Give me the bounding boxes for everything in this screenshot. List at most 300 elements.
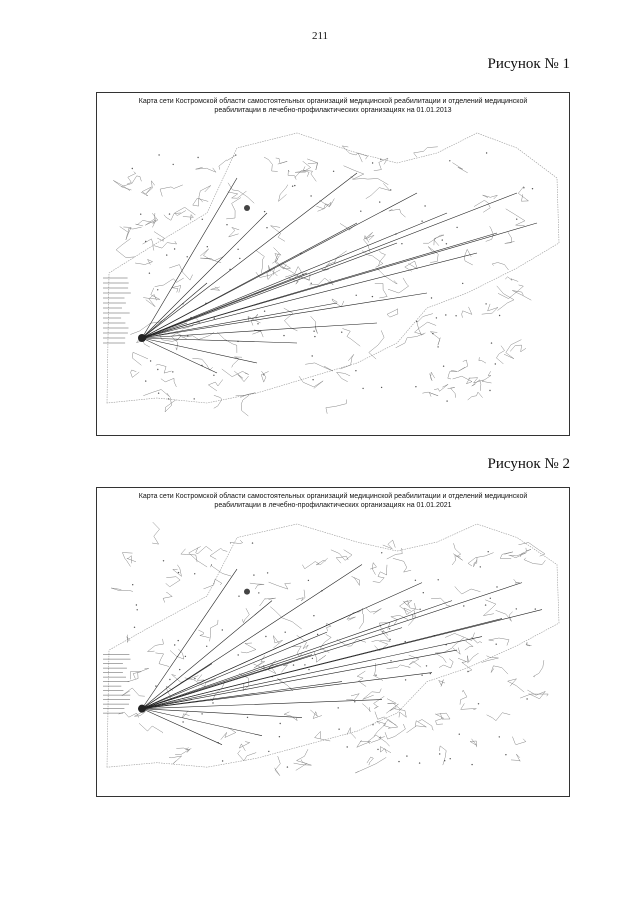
settlement-mark	[182, 721, 183, 722]
road	[472, 380, 481, 391]
settlement-mark	[338, 729, 339, 730]
road	[260, 598, 276, 606]
road	[533, 660, 544, 677]
road	[489, 638, 509, 646]
road	[395, 709, 407, 718]
road	[305, 363, 333, 371]
road	[211, 287, 220, 290]
settlement-mark	[201, 713, 202, 714]
road	[508, 679, 525, 692]
settlement-mark	[238, 654, 239, 655]
settlement-mark	[382, 631, 383, 632]
road	[175, 207, 196, 215]
road	[482, 304, 498, 314]
road	[369, 330, 384, 359]
road	[453, 376, 472, 384]
connection-line	[142, 338, 257, 363]
road	[414, 147, 438, 157]
settlement-mark	[438, 579, 439, 580]
connection-line	[142, 213, 447, 338]
road	[375, 284, 387, 299]
settlement-mark	[462, 283, 463, 284]
road	[132, 352, 148, 365]
settlement-mark	[158, 154, 159, 155]
page-number: 211	[311, 30, 329, 42]
secondary-hub-mark	[244, 205, 250, 211]
road	[423, 238, 439, 245]
road	[359, 608, 364, 629]
road	[288, 170, 296, 180]
road	[234, 371, 248, 382]
settlement-mark	[516, 608, 517, 609]
road	[198, 630, 209, 638]
road	[279, 185, 288, 202]
road	[222, 369, 249, 377]
road	[148, 639, 164, 652]
road	[253, 664, 272, 671]
road	[418, 720, 433, 731]
settlement-mark	[155, 685, 156, 686]
settlement-mark	[279, 736, 280, 737]
road	[230, 540, 243, 544]
settlement-mark	[355, 370, 356, 371]
road	[182, 332, 214, 339]
settlement-mark	[488, 551, 489, 552]
settlement-mark	[263, 374, 264, 375]
settlement-mark	[499, 736, 500, 737]
road-network	[111, 522, 548, 776]
settlement-mark	[314, 336, 315, 337]
settlement-mark	[157, 369, 158, 370]
connection-line	[142, 601, 452, 709]
settlement-mark	[416, 321, 417, 322]
road	[116, 239, 134, 258]
connection-line	[142, 338, 217, 373]
road	[479, 357, 486, 363]
settlement-mark	[431, 297, 432, 298]
road	[509, 553, 527, 558]
settlement-mark	[341, 332, 342, 333]
road	[228, 191, 247, 198]
road	[352, 576, 360, 585]
settlement-mark	[194, 573, 195, 574]
settlement-mark	[432, 333, 433, 334]
road	[192, 358, 212, 370]
road	[373, 577, 384, 583]
road	[497, 286, 514, 311]
settlement-mark	[486, 152, 487, 153]
road	[238, 750, 257, 761]
road	[483, 195, 498, 199]
road	[135, 259, 153, 264]
road	[504, 340, 521, 359]
settlement-mark	[455, 315, 456, 316]
settlement-mark	[280, 723, 281, 724]
road	[269, 582, 291, 589]
settlement-mark	[444, 760, 445, 761]
settlement-mark	[140, 214, 141, 215]
settlement-mark	[490, 598, 491, 599]
settlement-mark	[308, 669, 309, 670]
settlement-mark	[401, 243, 402, 244]
road	[386, 704, 398, 713]
road	[526, 642, 532, 646]
road	[468, 553, 494, 566]
figure-2-map	[96, 487, 570, 797]
settlement-mark	[150, 360, 151, 361]
road	[347, 612, 361, 621]
settlement-mark	[372, 162, 373, 163]
settlement-mark	[389, 639, 390, 640]
settlement-mark	[426, 665, 427, 666]
settlement-mark	[157, 289, 158, 290]
road	[181, 549, 197, 562]
road	[448, 370, 458, 379]
figure-2-title-line-2: реабилитации в лечебно-профилактических организациях на 01.01.2021	[214, 502, 452, 509]
road	[294, 760, 312, 766]
road	[378, 565, 387, 577]
road	[519, 543, 546, 557]
road	[284, 712, 297, 721]
road	[448, 387, 456, 397]
road	[154, 241, 176, 248]
road	[156, 364, 172, 373]
settlement-mark	[424, 205, 425, 206]
road	[250, 583, 264, 589]
central-hub-mark	[138, 705, 146, 713]
road	[387, 309, 398, 318]
road	[439, 746, 446, 765]
road	[505, 232, 515, 243]
road	[161, 378, 177, 387]
settlement-mark	[405, 641, 406, 642]
connection-line	[142, 709, 262, 736]
settlement-mark	[390, 189, 391, 190]
settlement-mark	[499, 315, 500, 316]
settlement-mark	[239, 258, 240, 259]
settlement-mark	[496, 644, 497, 645]
road	[208, 380, 222, 391]
settlement-mark	[226, 224, 227, 225]
road	[472, 637, 483, 643]
road	[189, 547, 207, 568]
settlement-mark	[471, 764, 472, 765]
road	[358, 153, 368, 162]
settlement-mark	[463, 605, 464, 606]
figure-2-map-title	[107, 492, 559, 510]
road	[337, 372, 351, 381]
road	[366, 608, 381, 614]
road	[155, 653, 169, 667]
road	[152, 522, 159, 544]
road	[196, 546, 213, 554]
road	[366, 183, 390, 198]
settlement-mark	[338, 707, 339, 708]
settlement-mark	[174, 644, 175, 645]
figure-2-map-drawing	[97, 488, 569, 796]
settlement-mark	[523, 187, 524, 188]
settlement-mark	[390, 660, 391, 661]
connection-line	[142, 709, 222, 745]
settlement-mark	[485, 303, 486, 304]
settlement-mark	[257, 323, 258, 324]
settlement-mark	[467, 671, 468, 672]
road	[127, 556, 136, 564]
road	[458, 360, 467, 371]
road	[172, 286, 181, 293]
settlement-mark	[268, 751, 269, 752]
central-hub-mark	[138, 334, 146, 342]
road	[458, 658, 472, 672]
road	[465, 641, 473, 650]
settlement-mark	[489, 390, 490, 391]
settlement-mark	[375, 675, 376, 676]
road	[482, 371, 491, 383]
settlement-mark	[398, 761, 399, 762]
settlement-mark	[252, 542, 253, 543]
road	[302, 558, 327, 569]
connection-line	[142, 565, 362, 709]
road	[331, 550, 352, 561]
settlement-mark	[415, 386, 416, 387]
road	[199, 186, 211, 203]
road	[123, 227, 131, 240]
road	[434, 384, 448, 391]
road	[217, 332, 237, 353]
road	[228, 183, 254, 203]
settlement-mark	[312, 658, 313, 659]
road	[127, 172, 136, 184]
settlement-mark	[235, 154, 236, 155]
settlement-mark	[267, 572, 268, 573]
road	[387, 699, 401, 710]
settlement-mark	[185, 656, 186, 657]
settlement-mark	[258, 592, 259, 593]
settlement-mark	[294, 185, 295, 186]
settlement-mark	[406, 755, 407, 756]
left-label-column	[103, 278, 131, 343]
settlement-mark	[137, 609, 138, 610]
road	[310, 710, 322, 719]
road	[332, 299, 344, 307]
settlement-mark	[312, 379, 313, 380]
road	[512, 737, 525, 745]
road	[160, 185, 183, 197]
settlement-mark	[485, 604, 486, 605]
road	[452, 554, 463, 565]
settlement-mark	[313, 615, 314, 616]
settlement-mark	[197, 157, 198, 158]
road	[396, 333, 426, 348]
settlement-mark	[362, 388, 363, 389]
road	[113, 180, 131, 190]
settlement-mark	[212, 702, 213, 703]
road	[176, 748, 189, 750]
road	[183, 215, 194, 221]
road	[400, 601, 419, 613]
road	[524, 558, 545, 565]
settlement-mark	[445, 314, 446, 315]
road	[122, 553, 132, 567]
road	[362, 704, 370, 712]
road	[511, 754, 520, 761]
settlement-mark	[496, 586, 497, 587]
figure-1-title-line-1: Карта сети Костромской области самостоятельных организаций медицинской реабилитации и отделений медицинской	[138, 98, 528, 105]
road	[374, 721, 386, 736]
road	[173, 565, 182, 577]
road	[430, 372, 435, 381]
road	[380, 747, 391, 754]
settlement-mark	[304, 664, 305, 665]
settlement-mark	[380, 159, 381, 160]
connection-line	[142, 323, 377, 338]
settlement-mark	[132, 168, 133, 169]
road	[483, 600, 496, 616]
rehab-connection-lines	[142, 173, 537, 373]
settlement-mark	[132, 584, 133, 585]
settlement-mark	[178, 572, 179, 573]
road	[482, 656, 499, 663]
settlement-mark	[478, 703, 479, 704]
road	[387, 548, 402, 559]
road	[439, 659, 453, 668]
road	[303, 167, 316, 182]
road	[518, 186, 528, 201]
connection-line	[142, 243, 397, 338]
settlement-mark	[172, 371, 173, 372]
settlement-mark	[237, 249, 238, 250]
road	[241, 643, 256, 653]
settlement-mark	[169, 679, 170, 680]
figure-2-title-line-1: Карта сети Костромской области самостоятельных организаций медицинской реабилитации и отделений медицинской	[138, 493, 528, 500]
settlement-mark	[317, 634, 318, 635]
road	[340, 354, 354, 369]
road	[292, 646, 302, 656]
figure-2-caption: Рисунок № 2	[487, 456, 570, 472]
road	[487, 713, 511, 721]
settlement-mark	[450, 758, 451, 759]
road	[143, 390, 169, 397]
settlement-mark	[266, 227, 267, 228]
road	[452, 163, 467, 173]
figure-1-map	[96, 92, 570, 436]
settlement-mark	[443, 366, 444, 367]
settlement-mark	[163, 560, 164, 561]
settlement-mark	[446, 400, 447, 401]
settlement-mark	[253, 574, 254, 575]
road	[467, 653, 478, 663]
settlement-mark	[415, 580, 416, 581]
settlement-mark	[168, 398, 169, 399]
road	[439, 680, 445, 687]
road	[111, 588, 133, 591]
road	[521, 548, 532, 557]
connection-line	[142, 173, 357, 338]
road	[470, 739, 477, 747]
road	[393, 558, 411, 572]
settlement-mark	[222, 629, 223, 630]
road	[357, 671, 366, 686]
road	[407, 721, 427, 733]
settlement-mark	[187, 256, 188, 257]
road	[210, 564, 231, 576]
road	[241, 395, 249, 416]
road	[130, 671, 141, 679]
settlement-mark	[419, 609, 420, 610]
settlement-mark	[264, 211, 265, 212]
settlement-mark	[174, 248, 175, 249]
settlement-mark	[149, 273, 150, 274]
road	[468, 392, 483, 400]
road	[139, 723, 163, 733]
road	[210, 548, 227, 559]
settlement-mark	[264, 311, 265, 312]
road	[362, 251, 383, 268]
settlement-mark	[442, 239, 443, 240]
road	[131, 370, 140, 377]
settlement-mark	[292, 186, 293, 187]
road	[276, 158, 288, 164]
road	[261, 371, 268, 382]
settlement-mark	[360, 211, 361, 212]
settlement-mark	[202, 219, 203, 220]
road	[166, 577, 180, 587]
road	[326, 400, 347, 414]
road	[155, 278, 184, 287]
settlement-mark	[166, 254, 167, 255]
road	[363, 689, 382, 700]
settlement-mark	[283, 335, 284, 336]
road	[346, 694, 359, 701]
road	[496, 346, 504, 364]
settlement-mark	[381, 552, 382, 553]
settlement-mark	[372, 724, 373, 725]
settlement-mark	[347, 746, 348, 747]
road	[510, 345, 526, 352]
settlement-mark	[456, 227, 457, 228]
connection-line	[142, 628, 402, 709]
settlement-mark	[145, 380, 146, 381]
road	[210, 620, 218, 641]
figure-1-map-title	[107, 97, 559, 115]
road	[214, 395, 222, 408]
road	[455, 586, 481, 594]
road	[505, 277, 518, 282]
settlement-mark	[178, 640, 179, 641]
figure-1-title-line-2: реабилитации в лечебно-профилактических организациях на 01.01.2013	[214, 107, 452, 114]
settlement-mark	[265, 636, 266, 637]
road	[196, 167, 216, 172]
left-label-column	[103, 655, 131, 714]
road	[229, 227, 240, 237]
settlement-mark	[439, 753, 440, 754]
settlement-mark	[194, 678, 195, 679]
settlement-mark	[535, 608, 536, 609]
road	[461, 703, 477, 709]
settlement-mark	[173, 164, 174, 165]
settlement-mark	[285, 632, 286, 633]
settlement-mark	[421, 221, 422, 222]
road	[347, 728, 356, 739]
settlement-mark	[207, 246, 208, 247]
settlement-mark	[222, 760, 223, 761]
settlement-mark	[459, 734, 460, 735]
settlement-mark	[333, 171, 334, 172]
settlement-mark	[158, 393, 159, 394]
settlement-mark	[238, 596, 239, 597]
road	[374, 696, 385, 708]
settlement-mark	[312, 355, 313, 356]
